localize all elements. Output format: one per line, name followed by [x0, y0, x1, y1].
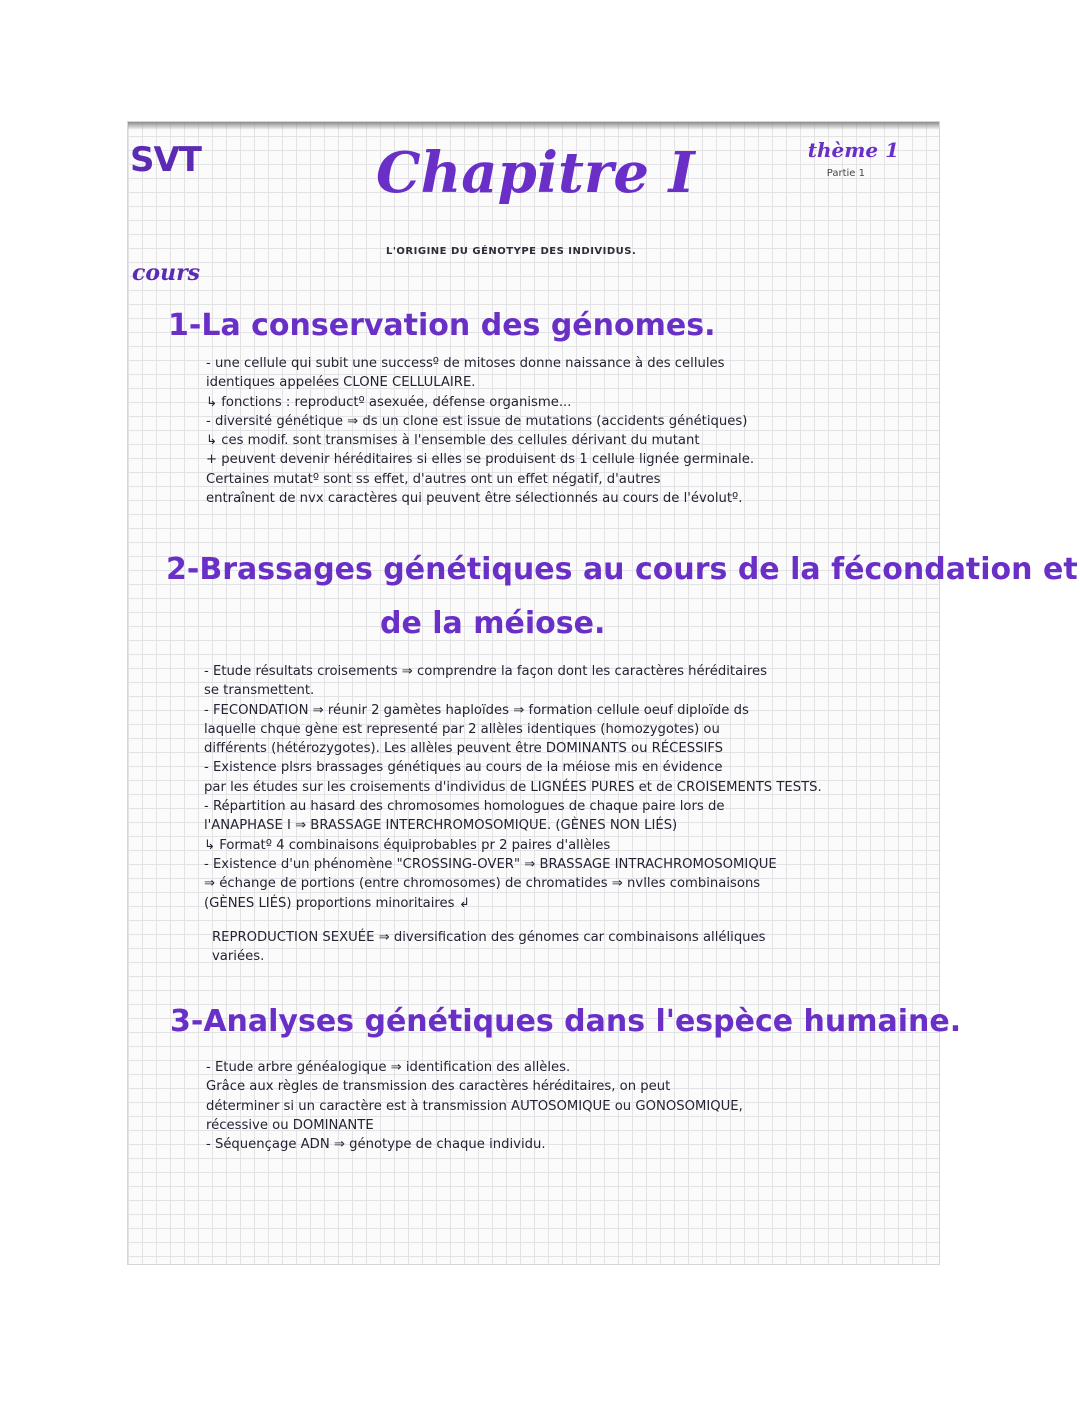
section2-line: ⇒ échange de portions (entre chromosomes) de chromatides ⇒ nvlles combinaisons [204, 876, 761, 892]
section1-line: entraînent de nvx caractères qui peuvent être sélectionnés au cours de l'évolutº. [206, 491, 743, 507]
section3-line: Grâce aux règles de transmission des caractères héréditaires, on peut [206, 1079, 671, 1095]
section3-body [206, 1058, 743, 1154]
section3-line: déterminer si un caractère est à transmission AUTOSOMIQUE ou GONOSOMIQUE, [206, 1098, 743, 1114]
cours-label: cours [132, 260, 201, 286]
section1-body [206, 354, 754, 508]
section2-title-line2: de la méiose. [380, 606, 606, 641]
section1-line: - diversité génétique ⇒ ds un clone est issue de mutations (accidents génétiques) [206, 413, 748, 429]
notebook-page [128, 122, 1078, 1264]
section1-line: identiques appelées CLONE CELLULAIRE. [206, 375, 476, 391]
section3-line: - Séquençage ADN ⇒ génotype de chaque individu. [206, 1137, 546, 1153]
section2-line: - Existence d'un phénomène "CROSSING-OVER" ⇒ BRASSAGE INTRACHROMOSOMIQUE [204, 856, 777, 872]
subject-label: SVT [130, 140, 201, 180]
section2-line: laquelle chque gène est representé par 2 allèles identiques (homozygotes) ou [204, 721, 720, 737]
section3-line: - Etude arbre généalogique ⇒ identification des allèles. [206, 1060, 571, 1075]
section2-line: - Répartition au hasard des chromosomes homologues de chaque paire lors de [204, 799, 725, 815]
chapter-title: Chapitre I [376, 140, 695, 206]
section2-line: se transmettent. [204, 683, 315, 699]
conclusion-line: REPRODUCTION SEXUÉE ⇒ diversification des génomes car combinaisons alléliques [212, 930, 766, 945]
theme-label: thème 1 [807, 138, 899, 162]
section2-body [204, 662, 822, 913]
section1-line: - une cellule qui subit une successº de mitoses donne naissance à des cellules [206, 356, 725, 371]
section2-line: - Existence plsrs brassages génétiques au cours de la méiose mis en évidence [204, 760, 723, 776]
section2-title-line1: 2-Brassages génétiques au cours de la fécondation et [166, 552, 1078, 587]
section3-line: récessive ou DOMINANTE [206, 1117, 374, 1133]
section2-line: différents (hétérozygotes). Les allèles peuvent être DOMINANTS ou RÉCESSIFS [204, 741, 724, 757]
section2-line: - Etude résultats croisements ⇒ comprendre la façon dont les caractères héréditaires [204, 664, 767, 679]
page-edge-shadow [128, 122, 939, 130]
section2-line: l'ANAPHASE I ⇒ BRASSAGE INTERCHROMOSOMIQUE. (GÈNES NON LIÉS) [204, 818, 678, 834]
section2-line: ↳ Formatº 4 combinaisons équiprobables pr 2 paires d'allèles [204, 837, 611, 853]
conclusion-line: variées. [212, 949, 265, 965]
section2-line: par les études sur les croisements d'individus de LIGNÉES PURES et de CROISEMENTS TESTS. [204, 779, 822, 795]
section1-line: ↳ ces modif. sont transmises à l'ensemble des cellules dérivant du mutant [206, 433, 700, 449]
section1-title: 1-La conservation des génomes. [168, 308, 716, 343]
chapter-subtitle: L'ORIGINE DU GÉNOTYPE DES INDIVIDUS. [386, 246, 637, 257]
section2-conclusion [212, 928, 766, 967]
section1-line: + peuvent devenir héréditaires si elles se produisent ds 1 cellule lignée germinale. [206, 452, 755, 468]
section2-line: (GÈNES LIÉS) proportions minoritaires ↲ [204, 895, 470, 911]
section2-line: - FECONDATION ⇒ réunir 2 gamètes haploïdes ⇒ formation cellule oeuf diploïde ds [204, 702, 749, 718]
section1-line: ↳ fonctions : reproductº asexuée, défense organisme... [206, 394, 572, 410]
section1-line: Certaines mutatº sont ss effet, d'autres ont un effet négatif, d'autres [206, 471, 661, 487]
section3-title: 3-Analyses génétiques dans l'espèce humaine. [170, 1004, 962, 1039]
part-label: Partie 1 [826, 168, 865, 179]
